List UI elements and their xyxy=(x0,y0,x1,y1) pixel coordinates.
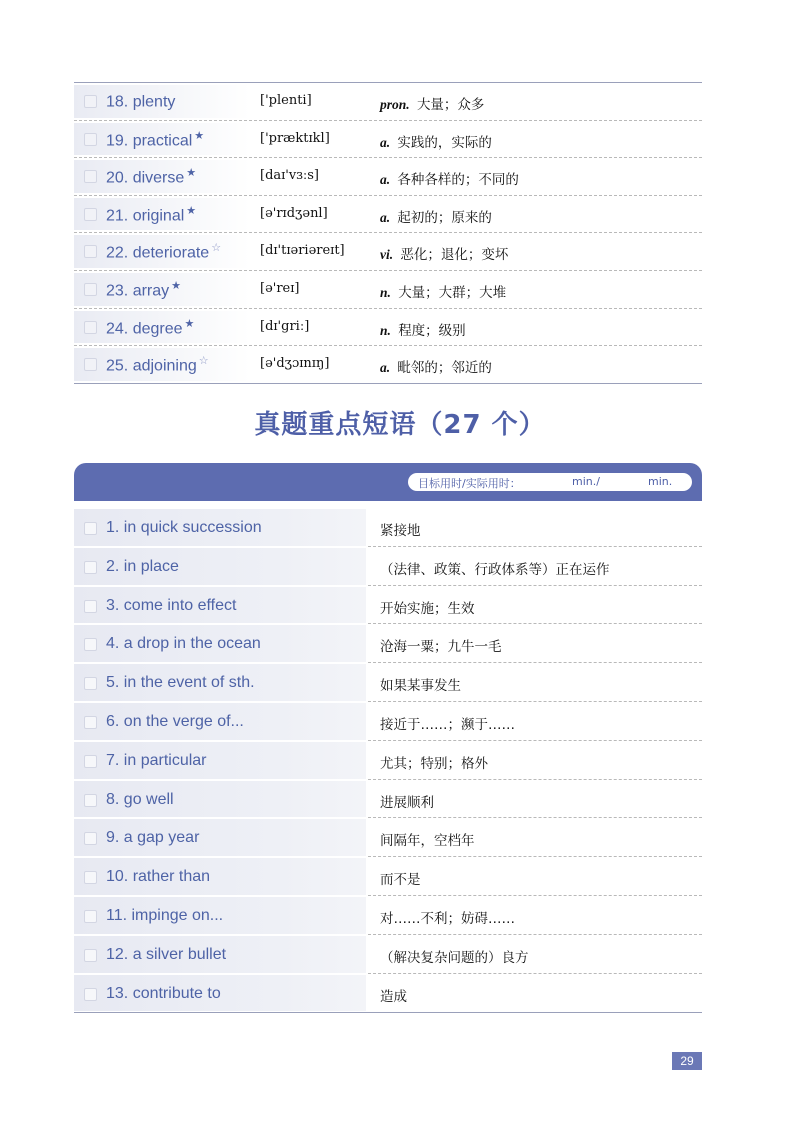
phrase-text: 11. impinge on... xyxy=(106,906,224,924)
vocabulary-table xyxy=(74,82,702,384)
star-icon: ★ xyxy=(194,129,205,142)
phrase-meaning: 紧接地 xyxy=(380,523,421,539)
vocab-row xyxy=(74,271,702,309)
timer-unit-actual: min. xyxy=(648,475,673,488)
phrase-text: 5. in the event of sth. xyxy=(106,674,255,692)
vocab-row xyxy=(74,196,702,234)
checkbox-icon[interactable] xyxy=(84,561,97,574)
vocab-word: 24. degree ★ xyxy=(106,317,195,337)
vocab-word: 23. array ★ xyxy=(106,279,182,300)
vocab-definition: a. 毗邻的；邻近的 xyxy=(380,360,492,377)
star-outline-icon: ☆ xyxy=(198,355,209,368)
vocab-definition: n. 程度；级别 xyxy=(380,322,466,339)
checkbox-icon[interactable] xyxy=(84,245,97,258)
vocab-phonetic: [ə'dʒɔɪnɪŋ] xyxy=(260,356,330,372)
phrase-row xyxy=(74,663,702,702)
timer-field[interactable] xyxy=(408,473,692,491)
phrase-text: 2. in place xyxy=(106,557,179,575)
phrase-text: 10. rather than xyxy=(106,868,211,886)
star-icon: ★ xyxy=(171,279,182,292)
phrase-text: 6. on the verge of... xyxy=(106,712,244,730)
phrase-text: 12. a silver bullet xyxy=(106,945,227,963)
phrase-text: 1. in quick succession xyxy=(106,519,262,536)
checkbox-icon[interactable] xyxy=(84,208,97,221)
phrase-meaning: 造成 xyxy=(380,988,407,1005)
page-number: 29 xyxy=(672,1052,702,1070)
phrase-text: 13. contribute to xyxy=(106,984,221,1002)
vocab-phonetic: ['plenti] xyxy=(260,93,312,108)
phrase-row xyxy=(74,741,702,780)
vocab-phonetic: [daɪ'vɜːs] xyxy=(260,168,319,184)
checkbox-icon[interactable] xyxy=(84,170,97,183)
phrase-row xyxy=(74,818,702,857)
phrase-meaning: （法律、政策、行政体系等）正在运作 xyxy=(380,561,610,578)
timer-unit-target: min./ xyxy=(572,475,600,488)
vocab-word: 18. plenty xyxy=(106,93,176,111)
vocab-row xyxy=(74,233,702,271)
checkbox-icon[interactable] xyxy=(84,133,97,146)
phrase-meaning: 开始实施；生效 xyxy=(380,600,475,617)
vocab-row xyxy=(74,121,702,159)
checkbox-icon[interactable] xyxy=(84,600,97,613)
checkbox-icon[interactable] xyxy=(84,832,97,845)
phrase-meaning: 进展顺利 xyxy=(380,794,434,811)
checkbox-icon[interactable] xyxy=(84,95,97,108)
timer-label: 目标用时/实际用时： xyxy=(418,477,521,490)
vocab-word: 19. practical ★ xyxy=(106,129,205,149)
checkbox-icon[interactable] xyxy=(84,949,97,962)
checkbox-icon[interactable] xyxy=(84,677,97,690)
vocab-phonetic: [ə'rɪdʒənl] xyxy=(260,205,328,221)
vocab-word: 22. deteriorate ☆ xyxy=(106,242,222,262)
vocab-word: 25. adjoining ☆ xyxy=(106,355,209,375)
vocab-word: 20. diverse ★ xyxy=(106,167,197,187)
checkbox-icon[interactable] xyxy=(84,794,97,807)
vocab-row xyxy=(74,309,702,347)
vocab-definition: pron. 大量；众多 xyxy=(380,97,485,113)
section-title: 真题重点短语（27 个） xyxy=(254,410,546,440)
vocab-phonetic: [dɪ'griː] xyxy=(260,318,310,334)
phrase-row xyxy=(74,780,702,819)
phrase-row xyxy=(74,547,702,586)
phrase-meaning: 而不是 xyxy=(380,872,421,889)
checkbox-icon[interactable] xyxy=(84,716,97,729)
phrase-text: 9. a gap year xyxy=(106,829,200,847)
checkbox-icon[interactable] xyxy=(84,988,97,1001)
vocab-row xyxy=(74,83,702,121)
checkbox-icon[interactable] xyxy=(84,283,97,296)
star-icon: ★ xyxy=(186,204,197,217)
checkbox-icon[interactable] xyxy=(84,871,97,884)
vocab-definition: n. 大量；大群；大堆 xyxy=(380,284,507,301)
phrase-row xyxy=(74,857,702,896)
phrase-meaning: 间隔年，空档年 xyxy=(380,833,475,850)
phrase-meaning: （解决复杂问题的）良方 xyxy=(380,949,529,966)
vocab-row xyxy=(74,158,702,196)
star-outline-icon: ☆ xyxy=(211,242,222,255)
phrase-row xyxy=(74,624,702,663)
vocab-phonetic: [ə'reɪ] xyxy=(260,280,300,296)
vocab-definition: a. 实践的，实际的 xyxy=(380,134,492,151)
phrase-row xyxy=(74,586,702,625)
phrase-row xyxy=(74,702,702,741)
vocab-word: 21. original ★ xyxy=(106,204,197,225)
vocab-definition: a. 起初的；原来的 xyxy=(380,209,492,226)
vocab-row xyxy=(74,346,702,383)
phrase-table xyxy=(74,508,702,1013)
checkbox-icon[interactable] xyxy=(84,522,97,535)
phrase-header-band xyxy=(74,463,702,501)
phrase-meaning: 尤其；特别；格外 xyxy=(380,755,488,772)
star-icon: ★ xyxy=(184,317,195,330)
checkbox-icon[interactable] xyxy=(84,638,97,651)
phrase-meaning: 如果某事发生 xyxy=(380,678,461,695)
checkbox-icon[interactable] xyxy=(84,321,97,334)
phrase-row xyxy=(74,508,702,547)
phrase-text: 4. a drop in the ocean xyxy=(106,635,261,653)
phrase-text: 7. in particular xyxy=(106,751,207,769)
phrase-row xyxy=(74,896,702,935)
checkbox-icon[interactable] xyxy=(84,755,97,768)
phrase-row xyxy=(74,935,702,974)
star-icon: ★ xyxy=(186,167,197,180)
checkbox-icon[interactable] xyxy=(84,910,97,923)
vocab-definition: vi. 恶化；退化；变坏 xyxy=(380,247,509,264)
phrase-text: 8. go well xyxy=(106,790,174,808)
vocab-definition: a. 各种各样的；不同的 xyxy=(380,172,519,189)
phrase-row xyxy=(74,974,702,1013)
phrase-meaning: 沧海一粟；九牛一毛 xyxy=(380,639,502,656)
vocab-phonetic: [dɪ'tɪəriəreɪt] xyxy=(260,243,345,259)
vocab-phonetic: ['præktɪkl] xyxy=(260,130,330,146)
phrase-meaning: 对……不利；妨碍…… xyxy=(380,910,515,927)
phrase-text: 3. come into effect xyxy=(106,596,237,614)
phrase-meaning: 接近于……；濒于…… xyxy=(380,716,515,733)
checkbox-icon[interactable] xyxy=(84,358,97,371)
